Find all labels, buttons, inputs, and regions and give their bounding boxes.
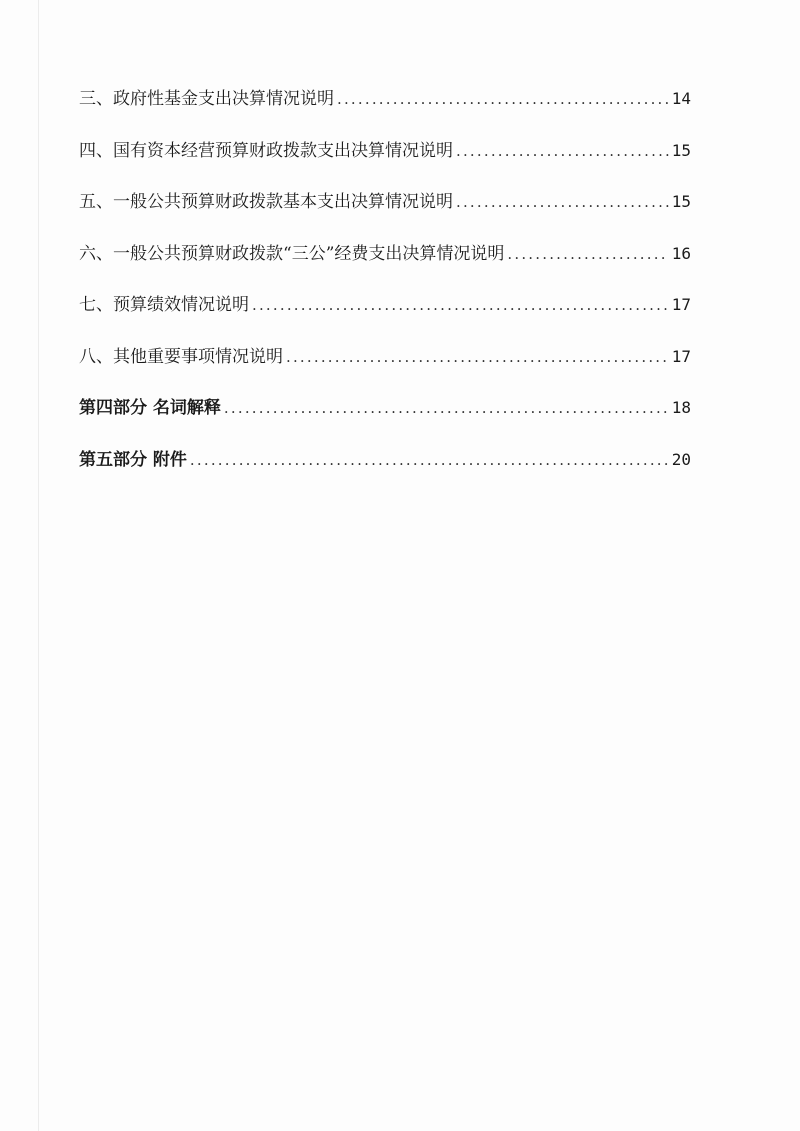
toc-page-number: 15	[671, 140, 691, 160]
toc-entry-title: 五、一般公共预算财政拨款基本支出决算情况说明	[79, 192, 453, 212]
toc-page-number: 18	[671, 398, 691, 417]
toc-entry-part-four-glossary[interactable]	[79, 393, 691, 445]
toc-dot-leader	[190, 445, 669, 475]
toc-dot-leader	[286, 342, 669, 372]
toc-dot-leader	[224, 393, 669, 423]
toc-entry-title: 六、一般公共预算财政拨款“三公”经费支出决算情况说明	[79, 243, 505, 264]
toc-entry-title: 三、政府性基金支出决算情况说明	[79, 89, 334, 109]
toc-entry-title: 四、国有资本经营预算财政拨款支出决算情况说明	[79, 140, 453, 161]
toc-entry-title: 八、其他重要事项情况说明	[79, 346, 283, 367]
toc-page-number: 16	[671, 243, 691, 263]
toc-entry-title: 第五部分 附件	[79, 449, 187, 470]
toc-dot-leader	[252, 290, 669, 320]
toc-entry-state-capital[interactable]	[79, 136, 691, 188]
toc-entry-title: 第四部分 名词解释	[79, 398, 221, 418]
toc-page-number: 14	[671, 89, 691, 108]
toc-entry-other-matters[interactable]	[79, 342, 691, 394]
toc-page-number: 15	[671, 192, 691, 211]
toc-entry-three-public-expenses[interactable]	[79, 239, 691, 291]
toc-dot-leader	[507, 239, 668, 269]
toc-dot-leader	[456, 187, 669, 217]
toc-entry-government-fund[interactable]	[79, 84, 691, 136]
toc-page-number: 17	[671, 346, 691, 366]
toc-page-number: 20	[671, 449, 691, 469]
toc-entry-title: 七、预算绩效情况说明	[79, 295, 249, 315]
toc-dot-leader	[337, 84, 669, 114]
toc-page-number: 17	[671, 295, 691, 314]
table-of-contents	[79, 84, 691, 496]
page-left-edge	[38, 0, 39, 1131]
toc-entry-basic-expenditure[interactable]	[79, 187, 691, 239]
toc-entry-part-five-attachments[interactable]	[79, 445, 691, 497]
toc-entry-performance[interactable]	[79, 290, 691, 342]
toc-dot-leader	[456, 136, 669, 166]
